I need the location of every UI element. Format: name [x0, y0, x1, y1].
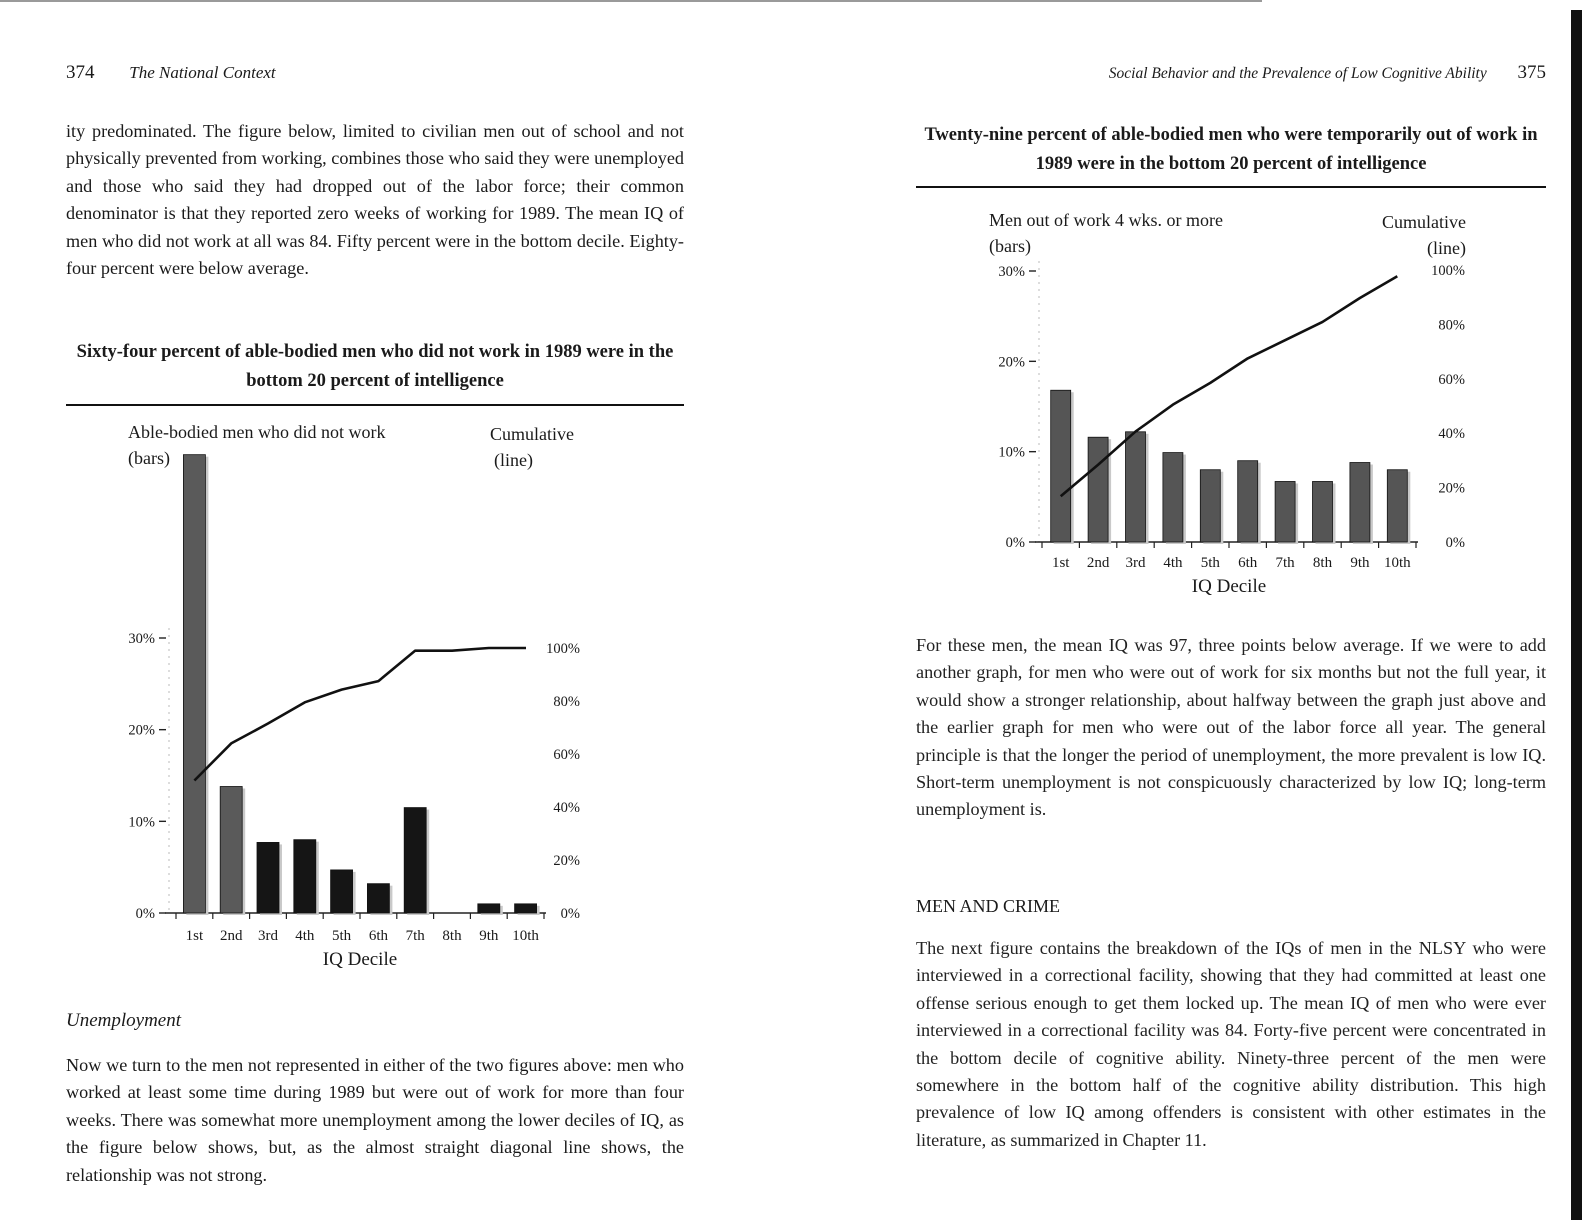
bar: [331, 870, 353, 913]
bar: [1088, 437, 1108, 542]
category-label: 5th: [332, 928, 352, 944]
bars-label: (bars): [128, 448, 170, 468]
right-tick-label: 0%: [560, 906, 580, 922]
body-paragraph: Now we turn to the men not represented in either of the two figures above: men who worked at least some time during 1989 but were out of work for more than four weeks. There was somewhat more unemployment among the lower deciles of IQ, as the figure below shows, but, as the almost straight diagonal line shows, the relationship was not strong.: [66, 1055, 684, 1185]
category-label: 6th: [1238, 555, 1258, 571]
line-label: Cumulative: [490, 424, 574, 444]
category-label: 9th: [479, 928, 499, 944]
body-paragraph: For these men, the mean IQ was 97, three points below average. If we were to add another graph, for men who were out of work for six months but not the full year, it would show a stronger relationship, about halfway between the graph just above and the earlier graph for men who were out of the labor force all year. The general principle is that the longer the period of unemployment, the more prevalent is low IQ. Short-term unemployment is not conspicuously characterized by low IQ; long-term unemployment is.: [916, 635, 1546, 820]
bar: [294, 840, 316, 913]
running-head: Social Behavior and the Prevalence of Low Cognitive Ability: [1108, 65, 1487, 82]
figure-title: Sixty-four percent of able-bodied men who did not work in 1989 were in the bottom 20 percent of intelligence: [76, 342, 674, 391]
body-paragraph: The next figure contains the breakdown of the IQs of men in the NLSY who were interviewed in a correctional facility, showing that they had committed at least one offense serious enough to get them locked up. The mean IQ of men who were ever interviewed in a correctional facility was 84. Forty-five percent were concentrated in the bottom decile of cognitive ability. Ninety-three percent of the men were somewhere in the bottom half of the cognitive ability distribution. This high prevalence of low IQ among offenders is consistent with other estimates in the literature, as summarized in Chapter 11.: [916, 938, 1546, 1150]
left-tick-label: 20%: [128, 722, 155, 739]
left-page: [66, 0, 684, 1220]
figure-rule: [66, 404, 684, 406]
category-label: 10th: [1383, 555, 1411, 571]
right-tick-label: 100%: [1431, 263, 1465, 279]
cumulative-line: [194, 648, 526, 781]
category-label: 7th: [405, 928, 425, 944]
bar: [220, 787, 242, 914]
right-tick-label: 40%: [1438, 426, 1465, 443]
subhead: Unemployment: [66, 1010, 182, 1031]
right-page-header: [1109, 62, 1546, 84]
body-paragraph: ity predominated. The figure below, limited to civilian men out of school and not physically prevented from working, combines those who said they were unemployed and those who said they had dropped out of the labor force; their common denominator is that they reported zero weeks of working for 1989. The mean IQ of men who did not work at all was 84. Fifty percent were in the bottom decile. Eighty-four percent were below average.: [66, 121, 684, 279]
bar: [1200, 470, 1220, 542]
line-label: (line): [494, 450, 533, 470]
bar: [1350, 463, 1370, 542]
category-label: 1st: [1051, 555, 1070, 571]
left-tick-label: 20%: [998, 354, 1025, 371]
chart-did-not-work: [66, 410, 684, 980]
bar: [1051, 390, 1071, 542]
bar: [1313, 481, 1333, 542]
bar: [1126, 432, 1146, 542]
right-tick-label: 60%: [1438, 371, 1465, 388]
right-page: [916, 0, 1546, 1220]
bar: [404, 808, 426, 913]
left-tick-label: 0%: [1005, 535, 1025, 551]
right-tick-label: 80%: [553, 694, 580, 710]
x-axis-label: IQ Decile: [1191, 576, 1267, 597]
bar: [1238, 461, 1258, 542]
bar: [367, 884, 389, 913]
category-label: 9th: [1350, 555, 1370, 571]
category-label: 6th: [368, 928, 388, 944]
category-label: 2nd: [219, 928, 243, 944]
line-label: Cumulative: [1382, 212, 1466, 232]
category-label: 4th: [1163, 555, 1183, 571]
chart-out-of-work: [916, 192, 1546, 602]
bar: [1163, 453, 1183, 542]
category-label: 3rd: [1125, 555, 1146, 571]
right-tick-label: 80%: [1438, 317, 1465, 334]
right-tick-label: 0%: [1445, 535, 1465, 551]
figure-title: Twenty-nine percent of able-bodied men who were temporarily out of work in 1989 were in the bottom 20 percent of intelligence: [924, 125, 1538, 174]
right-tick-label: 20%: [553, 853, 580, 869]
category-label: 7th: [1275, 555, 1295, 571]
category-label: 10th: [512, 928, 539, 944]
book-spine-shadow: [1571, 10, 1582, 1220]
bars-label: Able-bodied men who did not work: [128, 422, 386, 442]
page-number: 374: [66, 62, 95, 83]
running-head: The National Context: [129, 63, 276, 82]
category-label: 5th: [1200, 555, 1220, 571]
bar: [515, 904, 537, 913]
bar: [1387, 470, 1407, 542]
category-label: 8th: [442, 928, 462, 944]
figure-rule: [916, 186, 1546, 188]
category-label: 4th: [295, 928, 315, 944]
left-tick-label: 30%: [998, 264, 1025, 280]
left-tick-label: 30%: [128, 631, 155, 647]
category-label: 8th: [1312, 555, 1333, 571]
bar: [1275, 481, 1295, 542]
section-heading: MEN AND CRIME: [916, 896, 1061, 916]
bar: [257, 842, 279, 913]
right-tick-label: 20%: [1438, 480, 1465, 497]
left-tick-label: 10%: [128, 814, 155, 831]
bars-label: Men out of work 4 wks. or more: [989, 210, 1223, 230]
right-tick-label: 40%: [553, 800, 580, 816]
cumulative-line: [1061, 276, 1398, 496]
line-label: (line): [1427, 238, 1466, 258]
category-label: 1st: [185, 928, 204, 944]
left-tick-label: 10%: [998, 444, 1025, 461]
right-tick-label: 60%: [553, 747, 580, 763]
left-page-header: [66, 62, 276, 84]
x-axis-label: IQ Decile: [322, 949, 398, 970]
page-number: 375: [1517, 62, 1546, 83]
category-label: 3rd: [258, 928, 278, 944]
bars-label: (bars): [989, 236, 1031, 256]
bar: [478, 904, 500, 913]
bar: [183, 455, 205, 913]
right-tick-label: 100%: [546, 641, 580, 657]
category-label: 2nd: [1086, 555, 1110, 571]
left-tick-label: 0%: [135, 906, 155, 922]
